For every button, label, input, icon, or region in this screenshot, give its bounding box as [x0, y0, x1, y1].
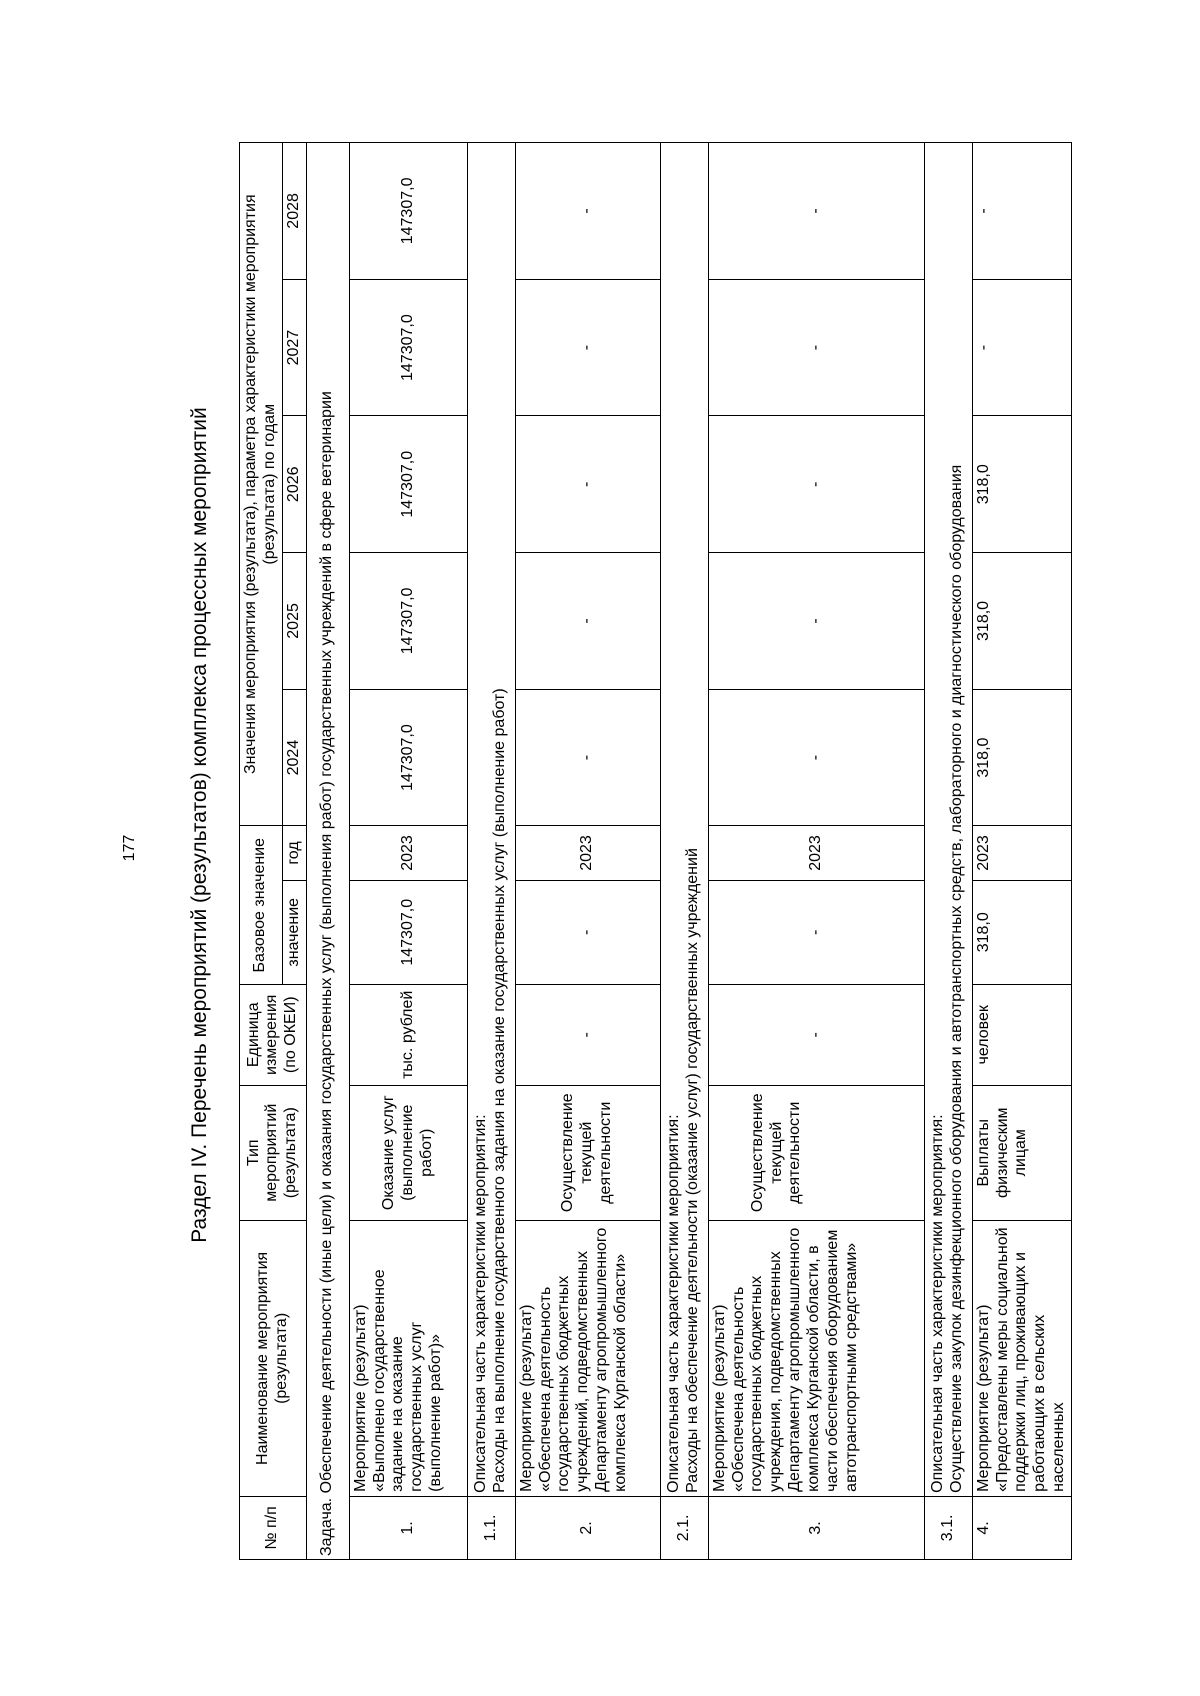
row-base-year: 2023	[972, 826, 1071, 880]
row-num: 4.	[972, 1496, 1071, 1559]
row-name: Мероприятие (результат) «Обеспечена деятельность государственных бюджетных учреждений, подведомственных Департаменту агропромышленного комплекса Курганской области»	[515, 1220, 660, 1496]
header-unit: Единица измерения (по ОКЕИ)	[240, 984, 307, 1085]
row-value-2025: 147307,0	[349, 553, 467, 690]
row-value-2028: -	[972, 143, 1071, 280]
description-cell	[660, 143, 708, 1497]
description-label: Описательная часть характеристики мероприятия:	[472, 1114, 490, 1493]
description-cell	[467, 143, 515, 1497]
row-base-value: -	[708, 880, 924, 984]
row-name: Мероприятие (результат) «Выполнено государственное задание на оказание государственных услуг (выполнение работ)»	[349, 1220, 467, 1496]
table-row	[515, 143, 660, 1560]
table-row	[349, 143, 467, 1560]
header-base-group: Базовое значение	[240, 826, 283, 985]
page-number: 177	[121, 834, 138, 862]
row-unit: человек	[972, 984, 1071, 1085]
header-type: Тип мероприятий (результата)	[240, 1085, 307, 1220]
measures-table	[239, 142, 1072, 1560]
header-year-2027: 2027	[282, 279, 306, 416]
description-label: Описательная часть характеристики мероприятия:	[665, 1114, 683, 1493]
row-num: 1.	[349, 1496, 467, 1559]
description-text: Осуществление закупок дезинфекционного оборудования и автотранспортных средств, лабораторного и диагностического оборудования	[948, 464, 966, 1493]
header-row-1	[240, 143, 283, 1560]
description-row	[924, 143, 972, 1560]
description-text: Расходы на выполнение государственного задания на оказание государственных услуг (выполнение работ)	[491, 688, 509, 1493]
row-value-2025: -	[515, 553, 660, 690]
row-num: 1.1.	[467, 1496, 515, 1559]
description-row	[660, 143, 708, 1560]
row-value-2025: 318,0	[972, 553, 1071, 690]
row-type: Выплаты физическим лицам	[972, 1085, 1071, 1220]
task-row	[306, 143, 349, 1560]
row-type: Оказание услуг (выполнение работ)	[349, 1085, 467, 1220]
row-unit: -	[515, 984, 660, 1085]
row-value-2024: 147307,0	[349, 689, 467, 826]
row-unit: тыс. рублей	[349, 984, 467, 1085]
header-year-2025: 2025	[282, 553, 306, 690]
header-num: № п/п	[240, 1496, 307, 1559]
header-values-group: Значения мероприятия (результата), параметра характеристики мероприятия (результата) по годам	[240, 143, 283, 826]
description-text: Расходы на обеспечение деятельности (оказание услуг) государственных учреждений	[684, 848, 702, 1493]
row-num: 2.1.	[660, 1496, 708, 1559]
description-label: Описательная часть характеристики мероприятия:	[929, 1114, 947, 1493]
header-name: Наименование мероприятия (результата)	[240, 1220, 307, 1496]
row-unit: -	[708, 984, 924, 1085]
row-name: Мероприятие (результат) «Обеспечена деятельность государственных бюджетных учреждения, подведомственных Департаменту агропромышленного комплекса Курганской области, в части обеспечения оборудованием автотранспортными средствами»	[708, 1220, 924, 1496]
row-value-2024: -	[708, 689, 924, 826]
header-year-2028: 2028	[282, 143, 306, 280]
table-row	[708, 143, 924, 1560]
header-year-2024: 2024	[282, 689, 306, 826]
header-base-value: значение	[282, 880, 306, 984]
row-value-2028: 147307,0	[349, 143, 467, 280]
rotated-table-container	[239, 142, 1132, 1560]
row-type: Осуществление текущей деятельности	[708, 1085, 924, 1220]
row-base-value: 147307,0	[349, 880, 467, 984]
task-text: Задача. Обеспечение деятельности (иные цели) и оказания государственных услуг (выполнения работ) государственных учреждений в сфере ветеринарии	[306, 143, 349, 1560]
row-num: 3.	[708, 1496, 924, 1559]
row-base-value: 318,0	[972, 880, 1071, 984]
header-year-2026: 2026	[282, 416, 306, 553]
row-value-2028: -	[708, 143, 924, 280]
row-value-2026: 147307,0	[349, 416, 467, 553]
row-value-2024: -	[515, 689, 660, 826]
row-value-2026: -	[515, 416, 660, 553]
row-value-2027: 147307,0	[349, 279, 467, 416]
row-base-year: 2023	[515, 826, 660, 880]
row-value-2027: -	[972, 279, 1071, 416]
table-row	[972, 143, 1071, 1560]
header-base-year: год	[282, 826, 306, 880]
row-value-2027: -	[708, 279, 924, 416]
row-value-2026: 318,0	[972, 416, 1071, 553]
row-name: Мероприятие (результат) «Предоставлены меры социальной поддержки лиц, проживающих и работающих в сельских населенных	[972, 1220, 1071, 1496]
row-value-2026: -	[708, 416, 924, 553]
row-base-year: 2023	[349, 826, 467, 880]
row-value-2024: 318,0	[972, 689, 1071, 826]
description-cell	[924, 143, 972, 1497]
description-row	[467, 143, 515, 1560]
row-base-value: -	[515, 880, 660, 984]
row-value-2025: -	[708, 553, 924, 690]
row-num: 2.	[515, 1496, 660, 1559]
row-num: 3.1.	[924, 1496, 972, 1559]
row-base-year: 2023	[708, 826, 924, 880]
row-value-2028: -	[515, 143, 660, 280]
row-value-2027: -	[515, 279, 660, 416]
section-title: Раздел IV. Перечень мероприятий (результатов) комплекса процессных мероприятий	[188, 407, 211, 1243]
row-type: Осуществление текущей деятельности	[515, 1085, 660, 1220]
